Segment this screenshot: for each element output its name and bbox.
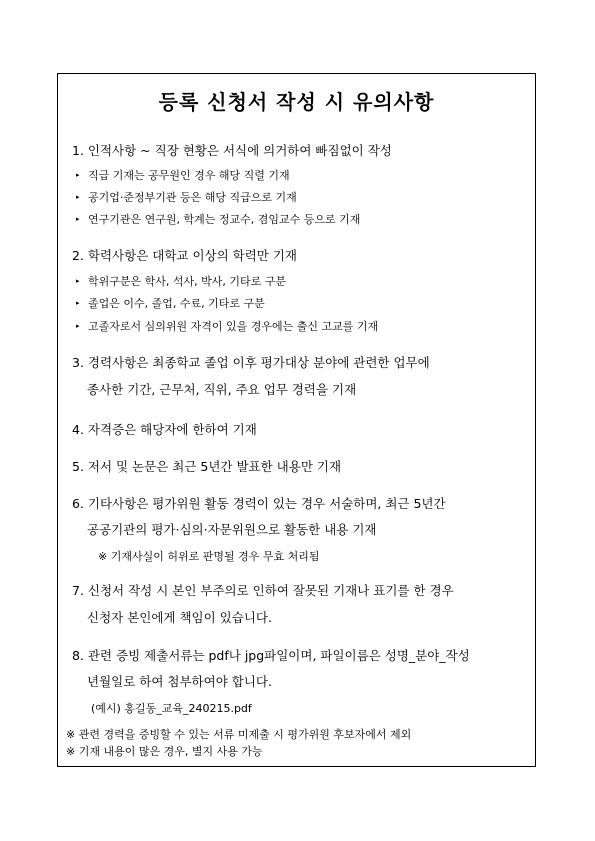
section-2-bullet <box>76 320 378 334</box>
section-8-continuation: 년월일로 하여 첨부하여야 합니다. <box>87 674 272 689</box>
bullet-icon: ▸ <box>76 322 80 330</box>
bullet-text: 직급 기재는 공무원인 경우 해당 직렬 기재 <box>88 169 290 182</box>
section-3-continuation: 종사한 기간, 근무처, 직위, 주요 업무 경력을 기재 <box>87 382 357 397</box>
section-1-bullet <box>76 213 360 227</box>
bullet-icon: ▸ <box>76 299 80 307</box>
section-1-heading: 1. 인적사항 ~ 직장 현황은 서식에 의거하여 빠짐없이 작성 <box>72 143 392 158</box>
section-8-heading: 8. 관련 증빙 제출서류는 pdf나 jpg파일이며, 파일이름은 성명_분야_작성 <box>72 648 470 663</box>
section-6-heading: 6. 기타사항은 평가위원 활동 경력이 있는 경우 서술하며, 최근 5년간 <box>72 496 446 511</box>
bullet-text: 졸업은 이수, 졸업, 수료, 기타로 구분 <box>88 297 265 310</box>
section-2-heading: 2. 학력사항은 대학교 이상의 학력만 기재 <box>72 248 297 263</box>
notice-box <box>57 73 536 767</box>
footer-note: ※ 기재 내용이 많은 경우, 별지 사용 가능 <box>66 745 263 758</box>
bullet-icon: ▸ <box>76 171 80 179</box>
bullet-text: 학위구분은 학사, 석사, 박사, 기타로 구분 <box>88 275 286 288</box>
section-6-continuation: 공공기관의 평가·심의·자문위원으로 활동한 내용 기재 <box>87 522 377 537</box>
section-7-heading: 7. 신청서 작성 시 본인 부주의로 인하여 잘못된 기재나 표기를 한 경우 <box>72 583 454 598</box>
section-5-heading: 5. 저서 및 논문은 최근 5년간 발표한 내용만 기재 <box>72 459 342 474</box>
section-4-heading: 4. 자격증은 해당자에 한하여 기재 <box>72 422 257 437</box>
bullet-text: 고졸자로서 심의위원 자격이 있을 경우에는 출신 고교를 기재 <box>88 320 379 333</box>
footer-note: ※ 관련 경력을 증빙할 수 있는 서류 미제출 시 평가위원 후보자에서 제외 <box>66 728 412 741</box>
section-2-bullet <box>76 297 265 311</box>
page-title: 등록 신청서 작성 시 유의사항 <box>158 90 435 114</box>
section-6-note: ※ 기재사실이 허위로 판명될 경우 무효 처리됨 <box>98 550 320 563</box>
bullet-icon: ▸ <box>76 277 80 285</box>
bullet-icon: ▸ <box>76 193 80 201</box>
section-2-bullet <box>76 275 286 289</box>
bullet-icon: ▸ <box>76 215 80 223</box>
section-3-heading: 3. 경력사항은 최종학교 졸업 이후 평가대상 분야에 관련한 업무에 <box>72 355 430 370</box>
section-1-bullet <box>76 191 297 205</box>
section-7-continuation: 신청자 본인에게 책임이 있습니다. <box>87 610 272 625</box>
section-1-bullet <box>76 169 290 183</box>
bullet-text: 연구기관은 연구원, 학계는 정교수, 겸임교수 등으로 기재 <box>88 213 361 226</box>
section-8-example: (예시) 홍길동_교육_240215.pdf <box>91 702 252 715</box>
bullet-text: 공기업·준정부기관 등은 해당 직급으로 기재 <box>88 191 297 204</box>
